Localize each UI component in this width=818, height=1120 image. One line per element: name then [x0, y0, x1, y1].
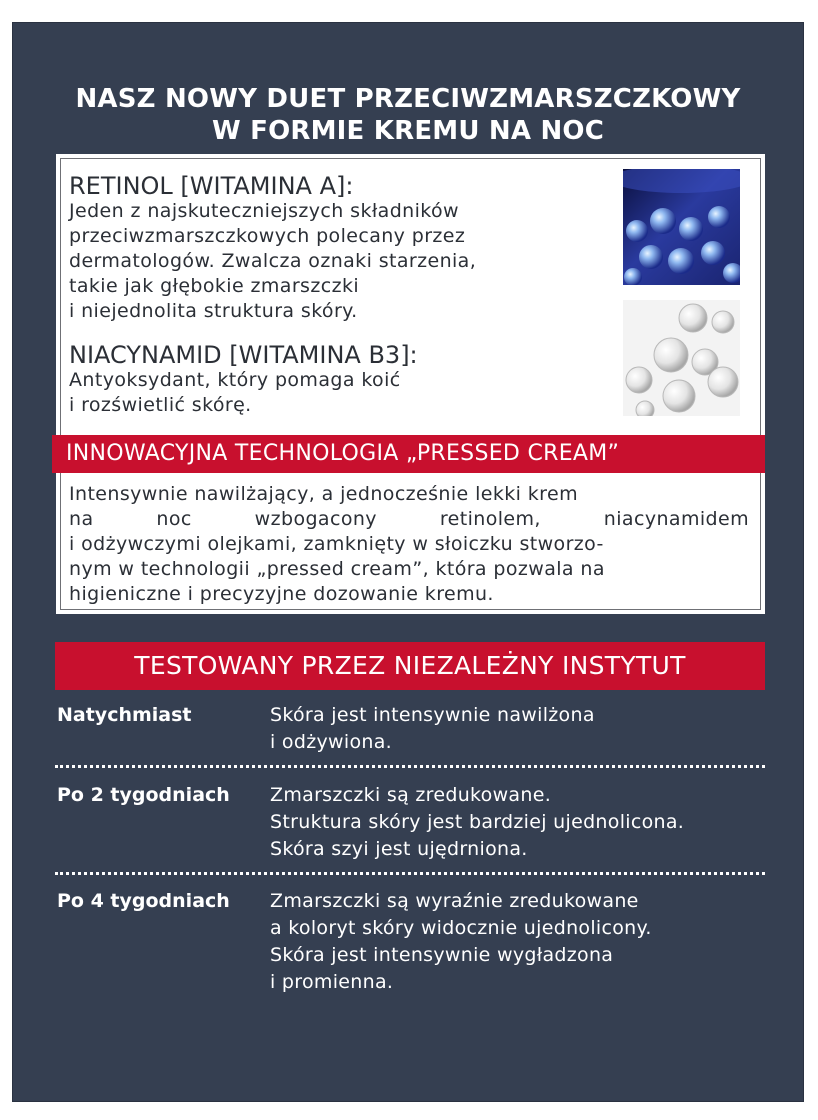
retinol-line: i niejednolita struktura skóry. [69, 300, 358, 322]
result-line: i odżywiona. [270, 731, 392, 753]
technology-line: na noc wzbogacony retinolem, niacynamidem [69, 508, 749, 530]
retinol-line: Jeden z najskuteczniejszych składników [69, 200, 459, 222]
retinol-line: takie jak głębokie zmarszczki [69, 275, 360, 297]
niacinamide-bubbles-graphic [623, 300, 740, 416]
result-text [270, 702, 770, 756]
tested-banner: TESTOWANY PRZEZ NIEZALEŻNY INSTYTUT [55, 642, 765, 690]
retinol-title: RETINOL [WITAMINA A]: [69, 172, 354, 200]
technology-line: nym w technologii „pressed cream”, która pozwala na [69, 558, 605, 580]
result-line: Zmarszczki są zredukowane. [270, 784, 552, 806]
headline-line-1: NASZ NOWY DUET PRZECIWZMARSZCZKOWY [75, 84, 741, 114]
dotted-divider [55, 765, 765, 768]
retinol-line: dermatologów. Zwalcza oznaki starzenia, [69, 250, 477, 272]
result-line: i promienna. [270, 971, 394, 993]
retinol-capsules-image [623, 169, 740, 285]
niacinamide-bubbles-image [623, 300, 740, 416]
retinol-line: przeciwzmarszczkowych polecany przez [69, 225, 466, 247]
result-line: a koloryt skóry widocznie ujednolicony. [270, 917, 652, 939]
result-line: Zmarszczki są wyraźnie zredukowane [270, 890, 639, 912]
niacinamide-description [69, 368, 599, 418]
niacinamide-title: NIACYNAMID [WITAMINA B3]: [69, 341, 418, 369]
result-label: Natychmiast [57, 704, 192, 726]
retinol-description [69, 199, 599, 324]
result-line: Skóra szyi jest ujędrniona. [270, 838, 528, 860]
technology-banner: INNOWACYJNA TECHNOLOGIA „PRESSED CREAM” [52, 435, 765, 473]
result-label: Po 4 tygodniach [57, 890, 230, 912]
result-line: Skóra jest intensywnie wygładzona [270, 944, 614, 966]
result-line: Skóra jest intensywnie nawilżona [270, 704, 595, 726]
technology-line: i odżywczymi olejkami, zamknięty w słoiczku stworzo- [69, 533, 604, 555]
niacinamide-line: Antyoksydant, który pomaga koić [69, 369, 401, 391]
niacinamide-line: i rozświetlić skórę. [69, 394, 252, 416]
retinol-capsules-graphic [623, 169, 740, 285]
headline [13, 83, 803, 147]
ingredients-card [56, 154, 765, 614]
result-label: Po 2 tygodniach [57, 784, 230, 806]
result-text [270, 782, 770, 863]
result-text [270, 888, 770, 996]
headline-line-2: W FORMIE KREMU NA NOC [211, 116, 605, 146]
technology-line: Intensywnie nawilżający, a jednocześnie lekki krem [69, 483, 578, 505]
dotted-divider [55, 872, 765, 875]
technology-description [69, 482, 749, 607]
technology-line: higieniczne i precyzyjne dozowanie kremu. [69, 583, 494, 605]
result-line: Struktura skóry jest bardziej ujednolicona. [270, 811, 685, 833]
